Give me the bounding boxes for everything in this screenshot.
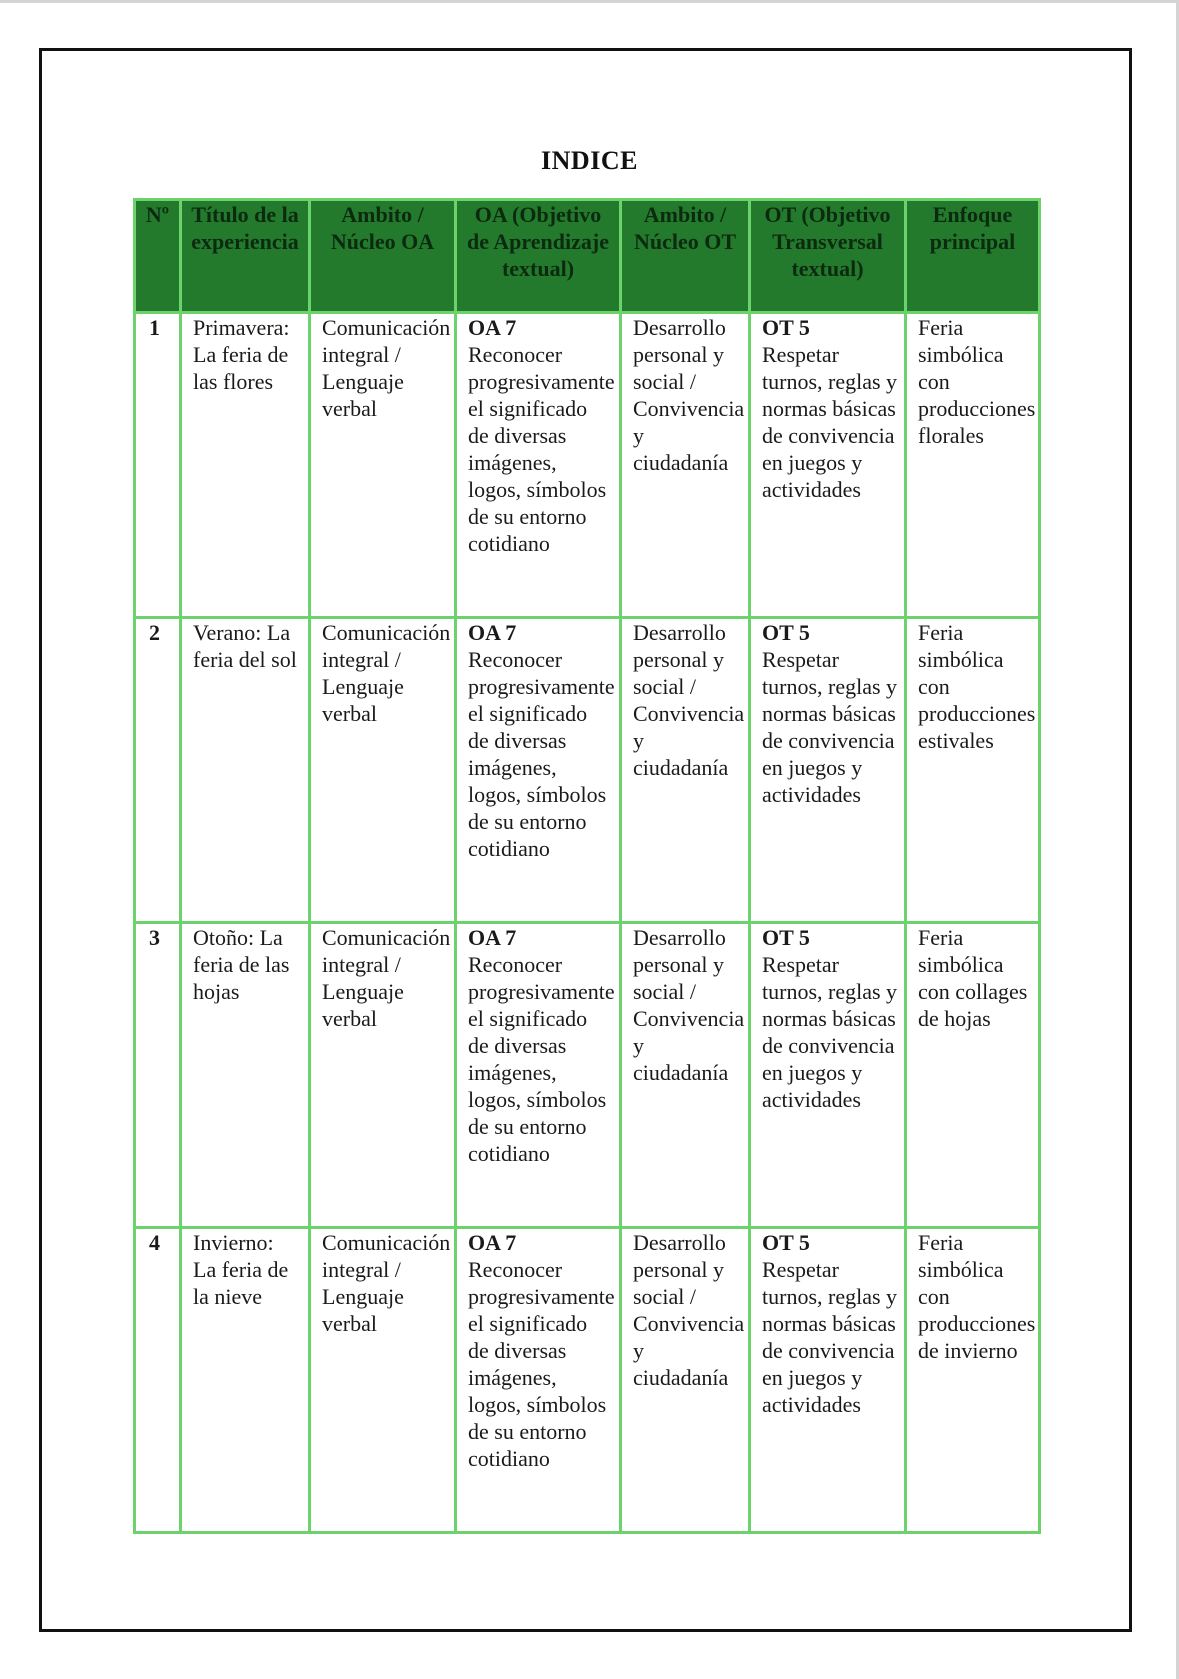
header-enfoque: Enfoque principal	[906, 200, 1040, 313]
ot-cell	[750, 313, 906, 618]
oa-text: Reconocer progresivamente el significado de diversas imágenes, logos, símbolos de su entorno cotidiano	[468, 342, 615, 556]
experience-title: Otoño: La feria de las hojas	[181, 923, 310, 1228]
table-row	[135, 618, 1040, 923]
oa-cell	[456, 618, 621, 923]
document-title: INDICE	[541, 146, 638, 175]
oa-cell	[456, 923, 621, 1228]
row-number: 2	[135, 618, 181, 923]
oa-cell	[456, 1228, 621, 1533]
enfoque: Feria simbólica con producciones estivales	[906, 618, 1040, 923]
ot-cell	[750, 923, 906, 1228]
ot-text: Respetar turnos, reglas y normas básicas de convivencia en juegos y actividades	[762, 952, 898, 1112]
ambito-ot: Desarrollo personal y social / Convivencia y ciudadanía	[621, 923, 750, 1228]
oa-code: OA 7	[468, 620, 517, 645]
ot-cell	[750, 1228, 906, 1533]
ot-code: OT 5	[762, 925, 810, 950]
header-ambito-ot: Ambito / Núcleo OT	[621, 200, 750, 313]
row-number: 3	[135, 923, 181, 1228]
header-oa: OA (Objetivo de Aprendizaje textual)	[456, 200, 621, 313]
ot-cell	[750, 618, 906, 923]
enfoque: Feria simbólica con collages de hojas	[906, 923, 1040, 1228]
header-number: Nº	[135, 200, 181, 313]
table-row	[135, 313, 1040, 618]
header-ot: OT (Objetivo Transversal textual)	[750, 200, 906, 313]
row-number: 4	[135, 1228, 181, 1533]
ot-code: OT 5	[762, 315, 810, 340]
enfoque: Feria simbólica con producciones florales	[906, 313, 1040, 618]
oa-code: OA 7	[468, 1230, 517, 1255]
ambito-oa: Comunicación integral / Lenguaje verbal	[310, 923, 456, 1228]
ambito-oa: Comunicación integral / Lenguaje verbal	[310, 313, 456, 618]
ambito-oa: Comunicación integral / Lenguaje verbal	[310, 618, 456, 923]
index-table	[133, 198, 1041, 1534]
table-row	[135, 923, 1040, 1228]
ambito-ot: Desarrollo personal y social / Convivencia y ciudadanía	[621, 313, 750, 618]
ambito-oa: Comunicación integral / Lenguaje verbal	[310, 1228, 456, 1533]
oa-code: OA 7	[468, 315, 517, 340]
table-header-row	[135, 200, 1040, 313]
ambito-ot: Desarrollo personal y social / Convivencia y ciudadanía	[621, 1228, 750, 1533]
oa-code: OA 7	[468, 925, 517, 950]
oa-text: Reconocer progresivamente el significado de diversas imágenes, logos, símbolos de su entorno cotidiano	[468, 1257, 615, 1471]
experience-title: Primavera: La feria de las flores	[181, 313, 310, 618]
enfoque: Feria simbólica con producciones de invierno	[906, 1228, 1040, 1533]
page-edge-top	[0, 0, 1179, 3]
oa-cell	[456, 313, 621, 618]
experience-title: Verano: La feria del sol	[181, 618, 310, 923]
header-title: Título de la experiencia	[181, 200, 310, 313]
ot-text: Respetar turnos, reglas y normas básicas de convivencia en juegos y actividades	[762, 647, 898, 807]
header-ambito-oa: Ambito / Núcleo OA	[310, 200, 456, 313]
ot-code: OT 5	[762, 620, 810, 645]
ot-text: Respetar turnos, reglas y normas básicas de convivencia en juegos y actividades	[762, 1257, 898, 1417]
experience-title: Invierno: La feria de la nieve	[181, 1228, 310, 1533]
ot-code: OT 5	[762, 1230, 810, 1255]
row-number: 1	[135, 313, 181, 618]
ambito-ot: Desarrollo personal y social / Convivencia y ciudadanía	[621, 618, 750, 923]
oa-text: Reconocer progresivamente el significado de diversas imágenes, logos, símbolos de su entorno cotidiano	[468, 952, 615, 1166]
ot-text: Respetar turnos, reglas y normas básicas de convivencia en juegos y actividades	[762, 342, 898, 502]
oa-text: Reconocer progresivamente el significado de diversas imágenes, logos, símbolos de su entorno cotidiano	[468, 647, 615, 861]
table-row	[135, 1228, 1040, 1533]
